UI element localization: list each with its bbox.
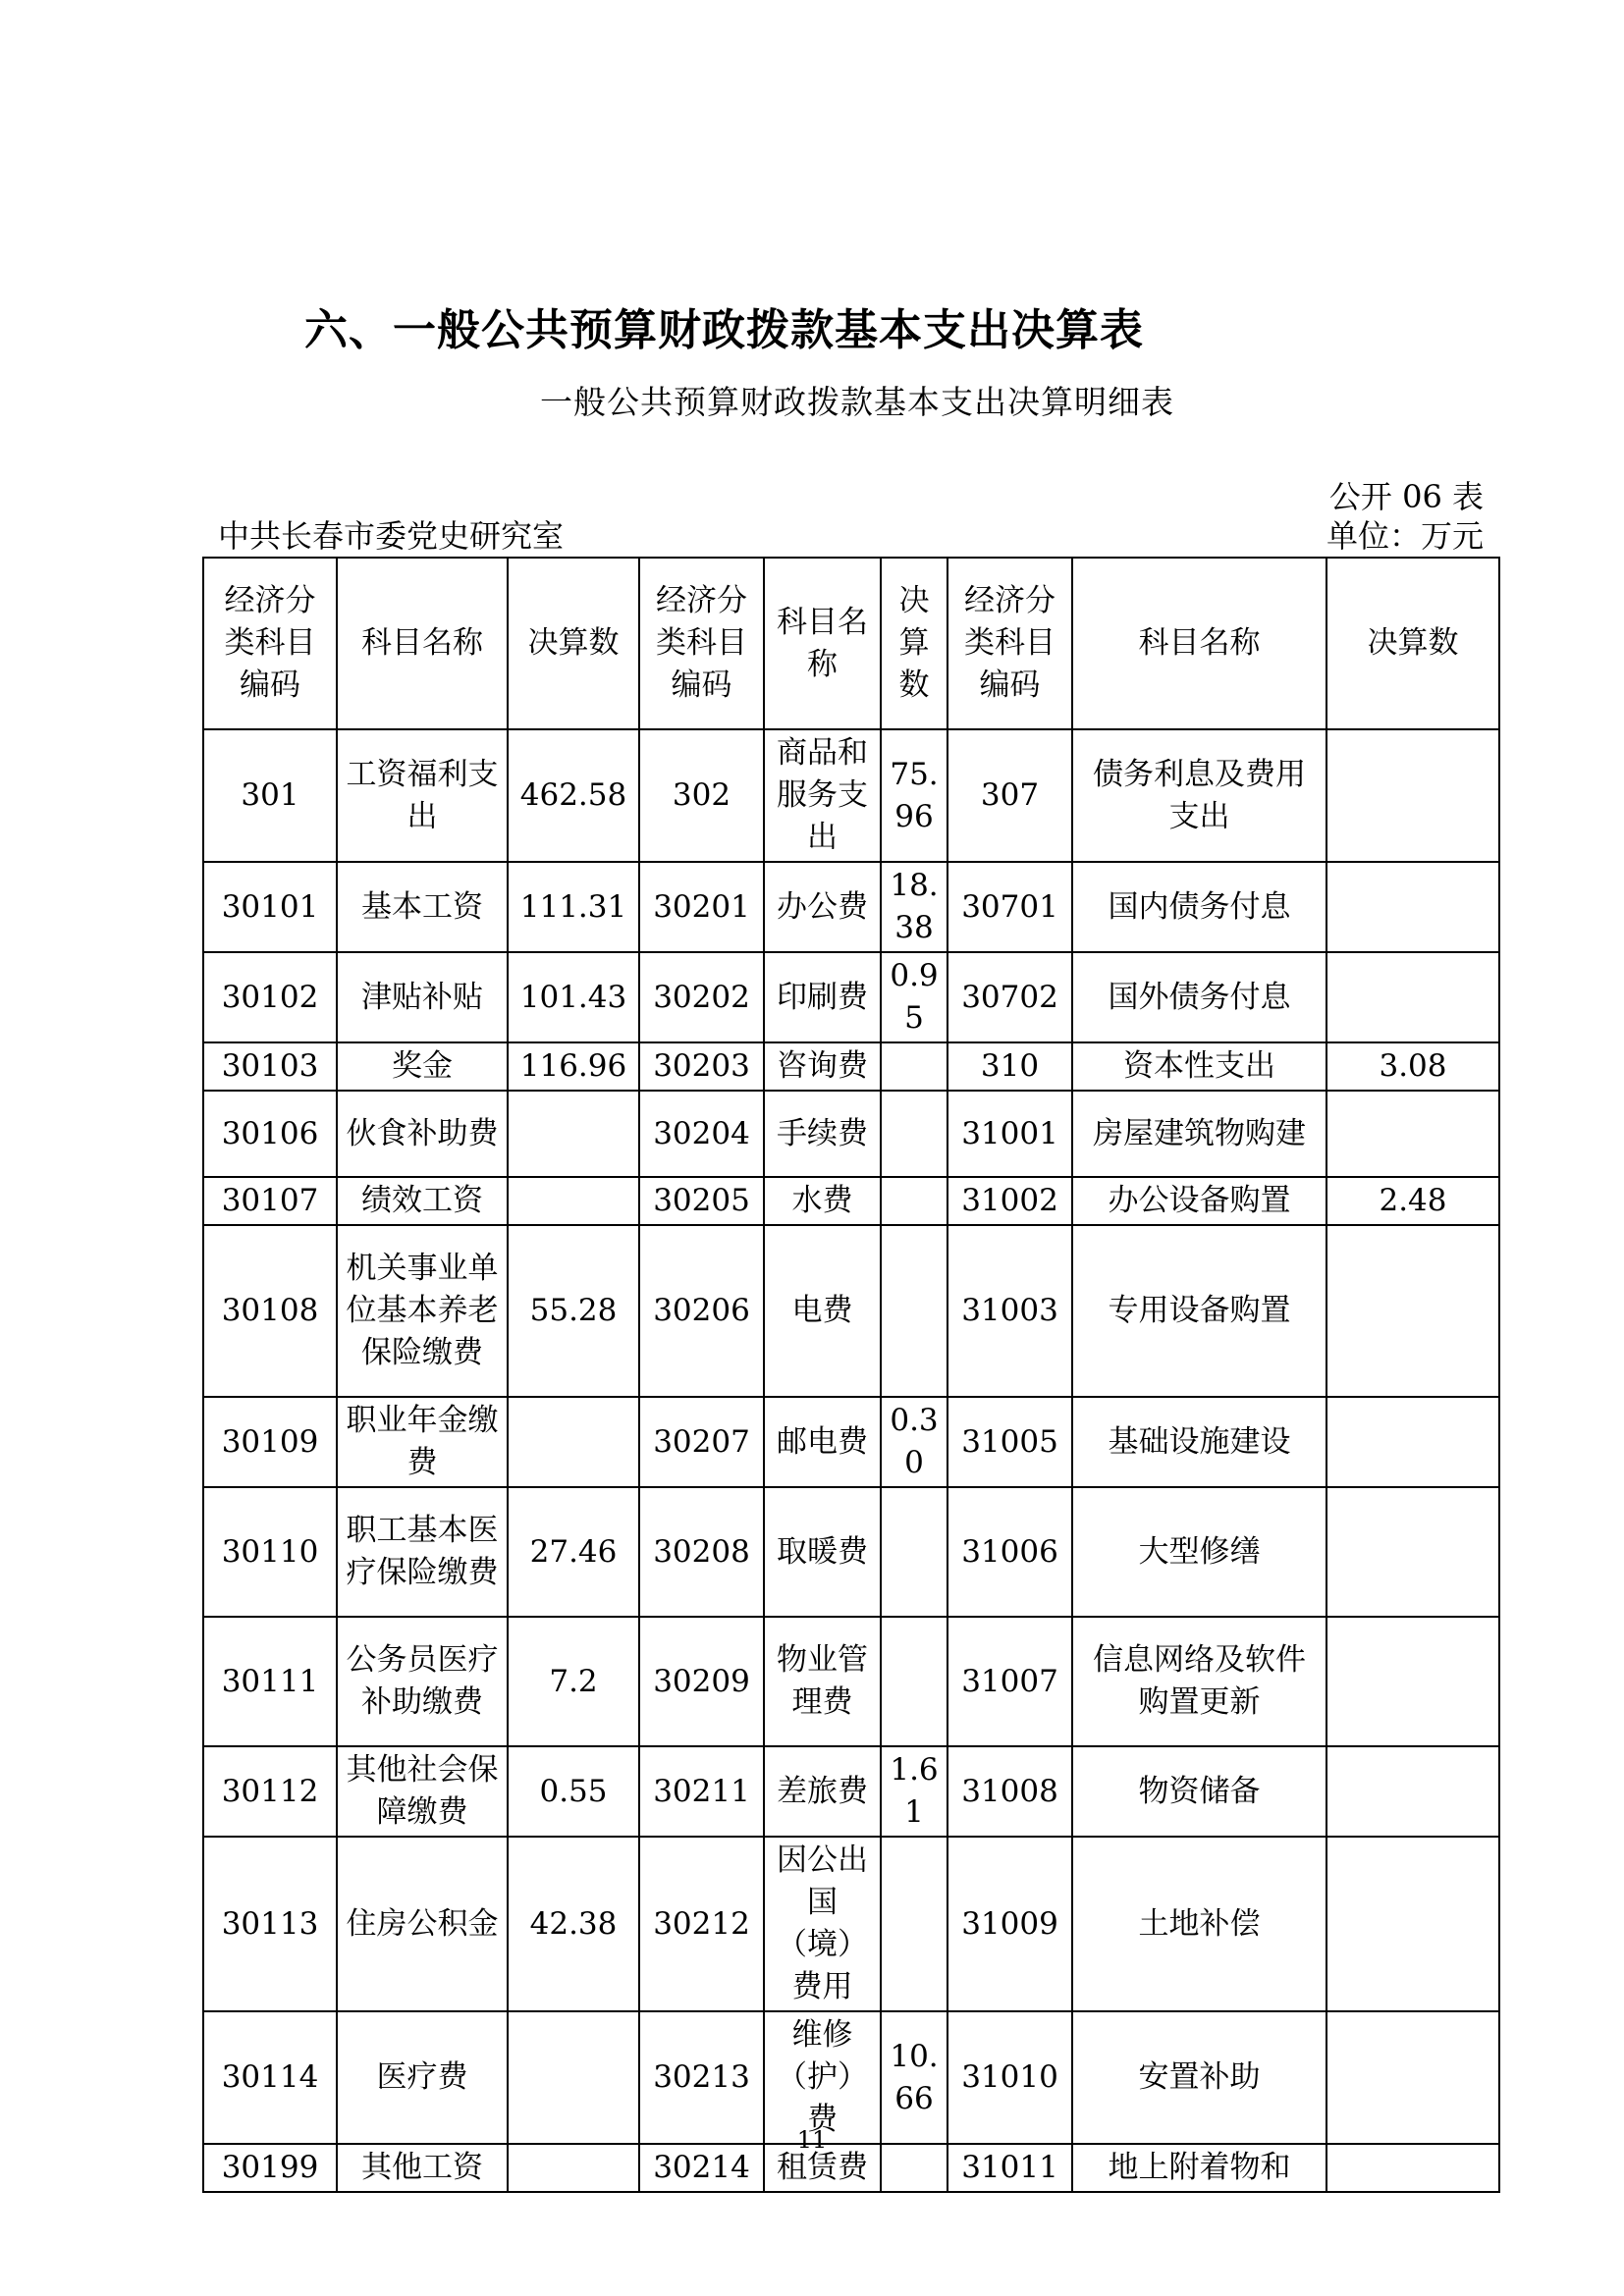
table-cell: 30211 xyxy=(639,1746,764,1837)
table-cell: 30214 xyxy=(639,2144,764,2192)
table-cell xyxy=(508,1091,639,1177)
table-cell: 邮电费 xyxy=(764,1397,881,1487)
table-cell xyxy=(508,1397,639,1487)
table-cell: 101.43 xyxy=(508,952,639,1042)
table-cell: 30203 xyxy=(639,1042,764,1091)
table-cell: 土地补偿 xyxy=(1072,1837,1326,2011)
table-cell: 30206 xyxy=(639,1225,764,1397)
table-cell: 30112 xyxy=(203,1746,337,1837)
header-cell: 经济分类科目编码 xyxy=(203,558,337,729)
table-cell: 31009 xyxy=(947,1837,1072,2011)
table-cell: 水费 xyxy=(764,1177,881,1225)
table-cell: 55.28 xyxy=(508,1225,639,1397)
page-title: 六、一般公共预算财政拨款基本支出决算表 xyxy=(304,305,1144,355)
table-cell: 30702 xyxy=(947,952,1072,1042)
table-cell: 10.66 xyxy=(881,2011,947,2144)
table-cell xyxy=(1326,1225,1499,1397)
table-cell: 债务利息及费用支出 xyxy=(1072,729,1326,862)
table-cell: 301 xyxy=(203,729,337,862)
table-cell: 307 xyxy=(947,729,1072,862)
table-cell xyxy=(1326,1746,1499,1837)
table-cell xyxy=(881,1177,947,1225)
table-header-row xyxy=(203,558,1499,729)
table-cell xyxy=(881,1091,947,1177)
table-cell: 其他工资 xyxy=(337,2144,508,2192)
table-cell xyxy=(508,2011,639,2144)
header-cell: 科目名称 xyxy=(764,558,881,729)
table-cell: 手续费 xyxy=(764,1091,881,1177)
table-cell: 42.38 xyxy=(508,1837,639,2011)
table-cell: 资本性支出 xyxy=(1072,1042,1326,1091)
table-cell: 2.48 xyxy=(1326,1177,1499,1225)
table-row xyxy=(203,1091,1499,1177)
table-cell xyxy=(1326,1397,1499,1487)
table-cell xyxy=(1326,1837,1499,2011)
table-cell: 办公费 xyxy=(764,862,881,952)
table-cell: 信息网络及软件购置更新 xyxy=(1072,1617,1326,1746)
table-row xyxy=(203,1487,1499,1617)
table-cell: 租赁费 xyxy=(764,2144,881,2192)
table-cell: 工资福利支出 xyxy=(337,729,508,862)
table-cell: 1.61 xyxy=(881,1746,947,1837)
table-cell: 30199 xyxy=(203,2144,337,2192)
table-cell: 住房公积金 xyxy=(337,1837,508,2011)
table-row xyxy=(203,1837,1499,2011)
table-row xyxy=(203,1177,1499,1225)
table-cell: 印刷费 xyxy=(764,952,881,1042)
table-cell: 津贴补贴 xyxy=(337,952,508,1042)
table-cell xyxy=(508,1177,639,1225)
table-cell: 30103 xyxy=(203,1042,337,1091)
table-cell: 伙食补助费 xyxy=(337,1091,508,1177)
table-cell: 30111 xyxy=(203,1617,337,1746)
table-cell: 31007 xyxy=(947,1617,1072,1746)
form-number: 公开 06 表 xyxy=(1328,478,1484,515)
table-cell: 31011 xyxy=(947,2144,1072,2192)
table-cell: 30202 xyxy=(639,952,764,1042)
header-cell: 科目名称 xyxy=(337,558,508,729)
table-body xyxy=(203,729,1499,2192)
table-cell: 国外债务付息 xyxy=(1072,952,1326,1042)
table-cell: 3.08 xyxy=(1326,1042,1499,1091)
table-cell: 31005 xyxy=(947,1397,1072,1487)
table-row xyxy=(203,952,1499,1042)
table-cell: 地上附着物和 xyxy=(1072,2144,1326,2192)
table-cell: 机关事业单位基本养老保险缴费 xyxy=(337,1225,508,1397)
table-cell: 物业管理费 xyxy=(764,1617,881,1746)
table-cell: 大型修缮 xyxy=(1072,1487,1326,1617)
table-cell: 30102 xyxy=(203,952,337,1042)
table-cell xyxy=(1326,1617,1499,1746)
table-cell: 取暖费 xyxy=(764,1487,881,1617)
header-cell: 经济分类科目编码 xyxy=(947,558,1072,729)
table-cell: 咨询费 xyxy=(764,1042,881,1091)
table-cell: 116.96 xyxy=(508,1042,639,1091)
table-cell: 27.46 xyxy=(508,1487,639,1617)
table-cell: 奖金 xyxy=(337,1042,508,1091)
table-cell: 30208 xyxy=(639,1487,764,1617)
table-cell: 30701 xyxy=(947,862,1072,952)
table-subtitle: 一般公共预算财政拨款基本支出决算明细表 xyxy=(540,383,1174,421)
table-row xyxy=(203,1042,1499,1091)
table-cell xyxy=(1326,2011,1499,2144)
unit-label: 单位：万元 xyxy=(1326,517,1484,555)
table-row xyxy=(203,1746,1499,1837)
table-cell: 医疗费 xyxy=(337,2011,508,2144)
table-cell: 安置补助 xyxy=(1072,2011,1326,2144)
table-cell: 30108 xyxy=(203,1225,337,1397)
table-cell xyxy=(881,1042,947,1091)
table-row xyxy=(203,1617,1499,1746)
table-cell xyxy=(881,1487,947,1617)
table-cell xyxy=(881,1617,947,1746)
table-cell: 18.38 xyxy=(881,862,947,952)
table-cell: 30109 xyxy=(203,1397,337,1487)
table-cell xyxy=(881,1837,947,2011)
page-number: 11 xyxy=(796,2126,828,2154)
table-cell xyxy=(1326,729,1499,862)
table-cell: 0.95 xyxy=(881,952,947,1042)
table-cell: 30113 xyxy=(203,1837,337,2011)
table-cell: 30201 xyxy=(639,862,764,952)
table-cell: 基础设施建设 xyxy=(1072,1397,1326,1487)
table-cell: 30212 xyxy=(639,1837,764,2011)
table-cell xyxy=(1326,1091,1499,1177)
table-cell: 0.30 xyxy=(881,1397,947,1487)
table-cell xyxy=(1326,1487,1499,1617)
table-row xyxy=(203,862,1499,952)
table-cell: 0.55 xyxy=(508,1746,639,1837)
table-cell: 75.96 xyxy=(881,729,947,862)
table-cell: 30107 xyxy=(203,1177,337,1225)
table-cell: 31008 xyxy=(947,1746,1072,1837)
table-cell: 办公设备购置 xyxy=(1072,1177,1326,1225)
table-cell xyxy=(881,1225,947,1397)
table-cell: 31002 xyxy=(947,1177,1072,1225)
table-cell: 因公出国（境）费用 xyxy=(764,1837,881,2011)
table-cell: 职工基本医疗保险缴费 xyxy=(337,1487,508,1617)
table-cell xyxy=(1326,952,1499,1042)
header-cell: 决算数 xyxy=(1326,558,1499,729)
table-cell: 30209 xyxy=(639,1617,764,1746)
table-cell: 基本工资 xyxy=(337,862,508,952)
table-cell: 111.31 xyxy=(508,862,639,952)
table-cell: 310 xyxy=(947,1042,1072,1091)
table-cell: 专用设备购置 xyxy=(1072,1225,1326,1397)
header-cell: 决算数 xyxy=(508,558,639,729)
table-cell xyxy=(1326,862,1499,952)
table-cell: 公务员医疗补助缴费 xyxy=(337,1617,508,1746)
table-cell: 房屋建筑物购建 xyxy=(1072,1091,1326,1177)
table-cell: 30207 xyxy=(639,1397,764,1487)
table-cell: 30110 xyxy=(203,1487,337,1617)
table-row xyxy=(203,1225,1499,1397)
header-cell: 经济分类科目编码 xyxy=(639,558,764,729)
table-cell: 国内债务付息 xyxy=(1072,862,1326,952)
table-cell: 31010 xyxy=(947,2011,1072,2144)
header-cell: 决算数 xyxy=(881,558,947,729)
table-cell: 差旅费 xyxy=(764,1746,881,1837)
table-cell: 30205 xyxy=(639,1177,764,1225)
table-cell: 31006 xyxy=(947,1487,1072,1617)
table-row xyxy=(203,2011,1499,2144)
table-row xyxy=(203,729,1499,862)
table-cell: 维修（护）费 xyxy=(764,2011,881,2144)
table-cell: 商品和服务支出 xyxy=(764,729,881,862)
table-cell: 302 xyxy=(639,729,764,862)
table-cell: 绩效工资 xyxy=(337,1177,508,1225)
table-cell: 31001 xyxy=(947,1091,1072,1177)
table-cell: 7.2 xyxy=(508,1617,639,1746)
expenditure-table xyxy=(202,557,1500,2193)
organization-name: 中共长春市委党史研究室 xyxy=(218,517,565,555)
table-cell: 电费 xyxy=(764,1225,881,1397)
table-cell: 其他社会保障缴费 xyxy=(337,1746,508,1837)
table-cell: 30114 xyxy=(203,2011,337,2144)
table-row xyxy=(203,1397,1499,1487)
table-cell: 30106 xyxy=(203,1091,337,1177)
table-cell: 31003 xyxy=(947,1225,1072,1397)
table-cell: 30101 xyxy=(203,862,337,952)
table-cell: 30204 xyxy=(639,1091,764,1177)
table-cell: 462.58 xyxy=(508,729,639,862)
table-cell: 物资储备 xyxy=(1072,1746,1326,1837)
table-cell: 职业年金缴费 xyxy=(337,1397,508,1487)
header-cell: 科目名称 xyxy=(1072,558,1326,729)
table-cell: 30213 xyxy=(639,2011,764,2144)
